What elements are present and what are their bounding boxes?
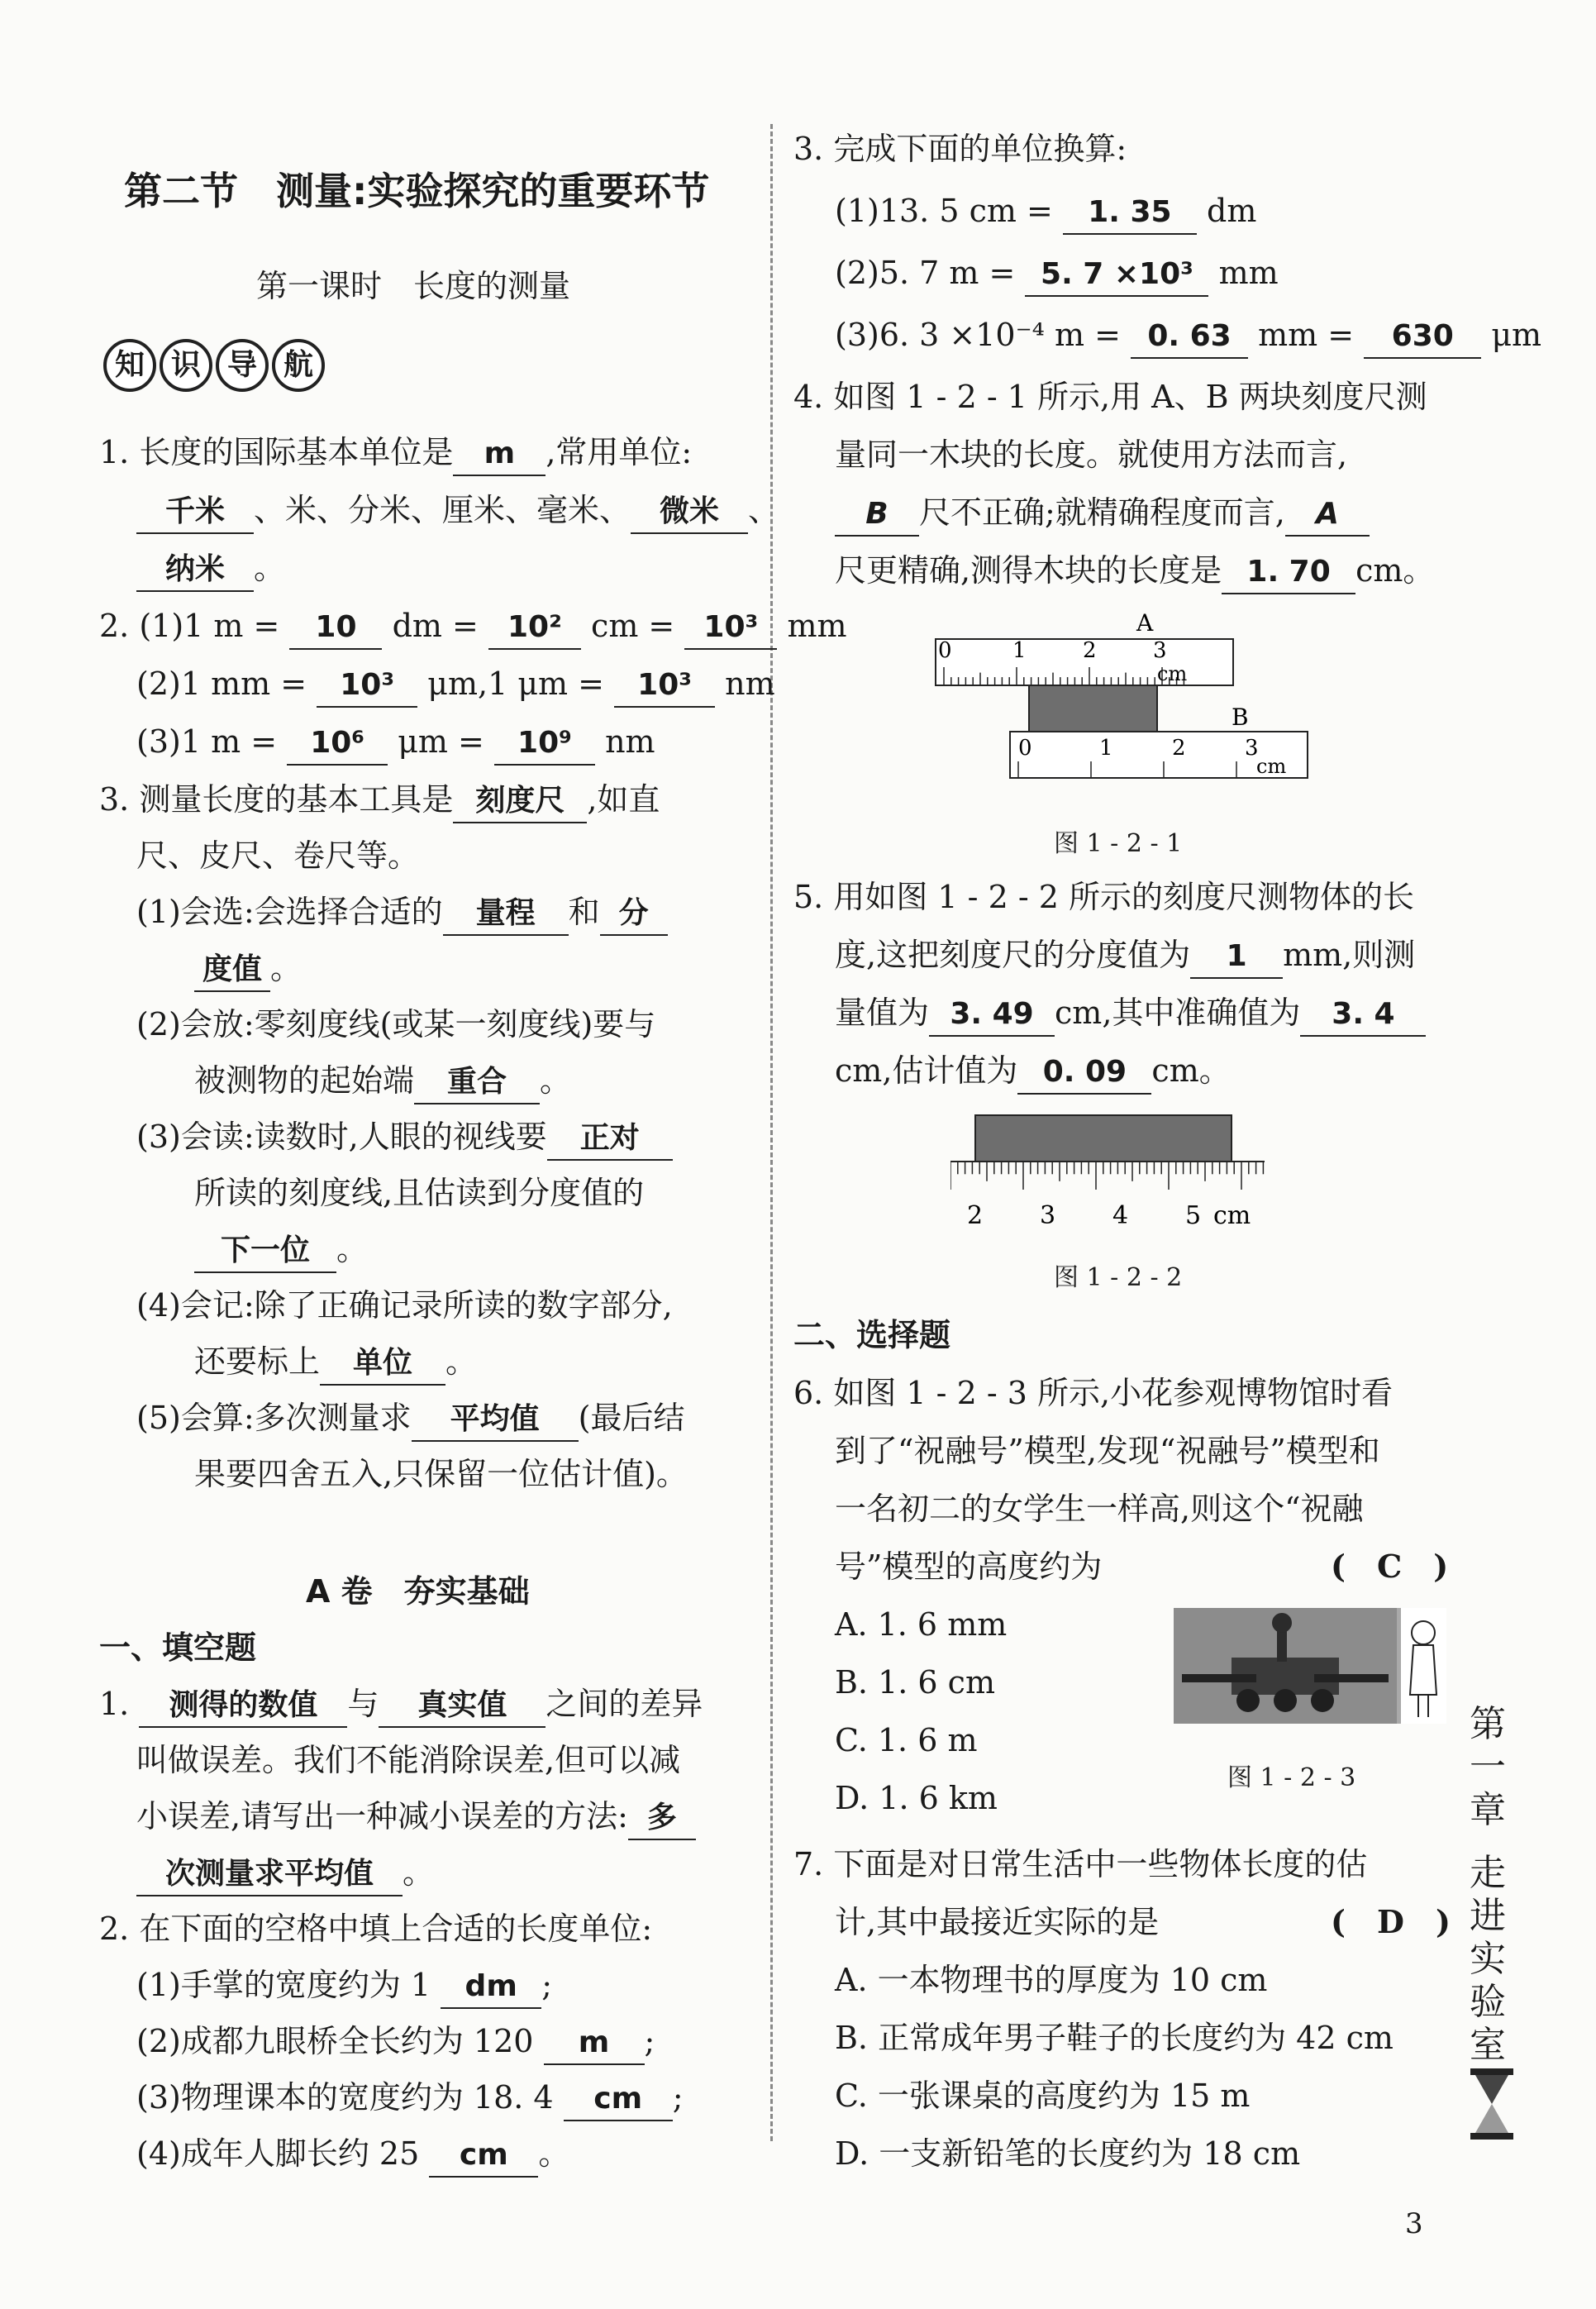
ruler-a-tick-3: 3 (1153, 638, 1167, 663)
f2-line2: (2)成都九眼桥全长约为 120 m ; (136, 2020, 655, 2065)
q1-line1: 1. 长度的国际基本单位是 m ,常用单位: (99, 432, 692, 476)
q3-s5-line1: (5)会算:多次测量求 平均值 (最后结 (136, 1397, 684, 1442)
q2-line2: (2)1 mm = 10³ μm,1 μm = 10³ nm (136, 663, 775, 708)
nav-badge-char: 识 (160, 339, 212, 392)
ruler-b-tick-3: 3 (1245, 736, 1259, 761)
r6-line3: 一名初二的女学生一样高,则这个“祝融 (835, 1491, 1364, 1527)
ruler-c-unit: cm (1213, 1201, 1251, 1230)
rover-panel-right (1314, 1674, 1389, 1682)
f2-line3: (3)物理课本的宽度约为 18. 4 cm ; (136, 2077, 684, 2121)
q1-line3: 纳米 。 (136, 547, 285, 592)
ruler-a-tick-0: 0 (938, 638, 952, 663)
ruler-a-unit: cm (1157, 662, 1188, 685)
f1-line3: 小误差,请写出一种减小误差的方法: 多 (136, 1796, 696, 1840)
r3-line3: (3)6. 3 ×10⁻⁴ m = 0. 63 mm = 630 μm (835, 314, 1541, 359)
r6-option-b: B. 1. 6 cm (835, 1664, 995, 1701)
ruler-c-tick-4: 4 (1112, 1201, 1129, 1230)
ruler-a-tick-1: 1 (1012, 638, 1027, 663)
ruler-c-tick-5: 5 (1185, 1201, 1202, 1230)
section-title: 第二节 测量:实验探究的重要环节 (124, 169, 710, 213)
ruler-c-ticks (950, 1162, 1263, 1190)
ruler-a-tick-2: 2 (1083, 638, 1097, 663)
r6-option-a: A. 1. 6 mm (835, 1606, 1008, 1643)
r6-option-c: C. 1. 6 m (835, 1722, 978, 1758)
caption-1-2-2: 图 1 - 2 - 2 (1054, 1263, 1183, 1292)
r6-answer: ( C ) (1331, 1548, 1449, 1585)
q3-s2-line1: (2)会放:零刻度线(或某一刻度线)要与 (136, 1006, 656, 1042)
hourglass-icon (1467, 2067, 1517, 2141)
ruler-b-tick-2: 2 (1172, 736, 1186, 761)
rover-panel-left (1182, 1674, 1256, 1682)
r7-option-b: B. 正常成年男子鞋子的长度约为 42 cm (835, 2020, 1394, 2056)
r7-answer: ( D ) (1331, 1903, 1451, 1940)
r5-line1: 5. 用如图 1 - 2 - 2 所示的刻度尺测物体的长 (793, 879, 1415, 915)
column-divider (770, 124, 773, 2141)
r6-line1: 6. 如图 1 - 2 - 3 所示,小花参观博物馆时看 (793, 1375, 1394, 1411)
q3-line1: 3. 测量长度的基本工具是 刻度尺 ,如直 (99, 779, 660, 823)
chapter-tab-title: 走 进 实 验 室 (1470, 1852, 1506, 2066)
r4-line1: 4. 如图 1 - 2 - 1 所示,用 A、B 两块刻度尺测 (793, 379, 1427, 415)
juan-title: A 卷 夯实基础 (306, 1573, 530, 1610)
f1-line2: 叫做误差。我们不能消除误差,但可以减 (136, 1742, 681, 1778)
chapter-tab-number: 第 一 章 (1470, 1703, 1506, 1831)
f1-line1: 1. 测得的数值 与 真实值 之间的差异 (99, 1683, 703, 1728)
r3-head: 3. 完成下面的单位换算: (793, 131, 1127, 167)
nav-badge-char: 航 (272, 339, 325, 392)
r3-line2: (2)5. 7 m = 5. 7 ×10³ mm (835, 252, 1279, 297)
ruler-c-tick-3: 3 (1040, 1201, 1056, 1230)
r5-line4: cm,估计值为 0. 09 cm。 (835, 1050, 1231, 1095)
q3-s3-line3: 下一位 。 (194, 1228, 368, 1273)
figure-1-2-3-photo (1174, 1608, 1446, 1724)
page-number: 3 (1405, 2207, 1423, 2240)
ruler-b-label: B (1232, 704, 1249, 731)
figure-1-2-1 (926, 608, 1314, 806)
r4-line4: 尺更精确,测得木块的长度是 1. 70 cm。 (835, 550, 1434, 594)
wood-block (1029, 685, 1157, 732)
r7-option-c: C. 一张课桌的高度约为 15 m (835, 2078, 1251, 2114)
q3-s4-line2: 还要标上 单位 。 (194, 1341, 477, 1386)
q3-s3-line2: 所读的刻度线,且估读到分度值的 (194, 1175, 645, 1211)
r4-line3: B 尺不正确;就精确程度而言, A (835, 492, 1370, 537)
q3-s1-line1: (1)会选:会选择合适的 量程 和 分 (136, 891, 668, 936)
girl-cartoon-bg (1401, 1608, 1446, 1724)
fill-section-title: 一、填空题 (99, 1629, 257, 1666)
ruler-b-tick-1: 1 (1099, 736, 1113, 761)
r7-line2: 计,其中最接近实际的是 (835, 1904, 1160, 1940)
caption-1-2-1: 图 1 - 2 - 1 (1054, 829, 1183, 858)
r6-line4: 号”模型的高度约为 (835, 1548, 1103, 1585)
q3-s1-line2: 度值 。 (194, 947, 302, 992)
q1-line2: 千米 、米、分米、厘米、毫米、 微米 、 (136, 489, 779, 534)
nav-badge-char: 知 (103, 339, 156, 392)
r7-option-a: A. 一本物理书的厚度为 10 cm (835, 1962, 1268, 1998)
q2-line1: 2. (1)1 m = 10 dm = 10² cm = 10³ mm (99, 605, 847, 650)
measured-object (975, 1115, 1232, 1162)
choice-section-title: 二、选择题 (793, 1317, 951, 1353)
caption-1-2-3: 图 1 - 2 - 3 (1227, 1763, 1356, 1792)
ruler-a-label: A (1136, 609, 1154, 637)
ruler-b-tick-0: 0 (1018, 736, 1032, 761)
f2-line4: (4)成年人脚长约 25 cm 。 (136, 2133, 569, 2178)
q3-s5-line2: 果要四舍五入,只保留一位估计值)。 (194, 1456, 688, 1492)
q3-s3-line1: (3)会读:读数时,人眼的视线要 正对 (136, 1116, 673, 1161)
r6-line2: 到了“祝融号”模型,发现“祝融号”模型和 (835, 1433, 1380, 1469)
q3-s2-line2: 被测物的起始端 重合 。 (194, 1060, 571, 1104)
knowledge-nav-badge (103, 339, 368, 397)
r7-option-d: D. 一支新铅笔的长度约为 18 cm (835, 2135, 1301, 2172)
r7-line1: 7. 下面是对日常生活中一些物体长度的估 (793, 1846, 1368, 1882)
r6-option-d: D. 1. 6 km (835, 1780, 998, 1816)
figure-1-2-2 (950, 1112, 1281, 1244)
r5-line3: 量值为 3. 49 cm,其中准确值为 3. 4 (835, 992, 1426, 1037)
f2-line1: (1)手掌的宽度约为 1 dm ; (136, 1964, 552, 2009)
q2-line3: (3)1 m = 10⁶ μm = 10⁹ nm (136, 721, 655, 766)
r3-line1: (1)13. 5 cm = 1. 35 dm (835, 190, 1256, 235)
f2-head: 2. 在下面的空格中填上合适的长度单位: (99, 1911, 653, 1947)
q3-line2: 尺、皮尺、卷尺等。 (136, 837, 420, 874)
f1-line4: 次测量求平均值 。 (136, 1852, 434, 1896)
r4-line2: 量同一木块的长度。就使用方法而言, (835, 437, 1348, 473)
ruler-b-unit: cm (1256, 755, 1287, 778)
q3-s4-line1: (4)会记:除了正确记录所读的数字部分, (136, 1287, 673, 1324)
r5-line2: 度,这把刻度尺的分度值为 1 mm,则测 (835, 934, 1415, 979)
lesson-title: 第一课时 长度的测量 (256, 268, 571, 304)
nav-badge-char: 导 (216, 339, 269, 392)
ruler-c-tick-2: 2 (967, 1201, 984, 1230)
